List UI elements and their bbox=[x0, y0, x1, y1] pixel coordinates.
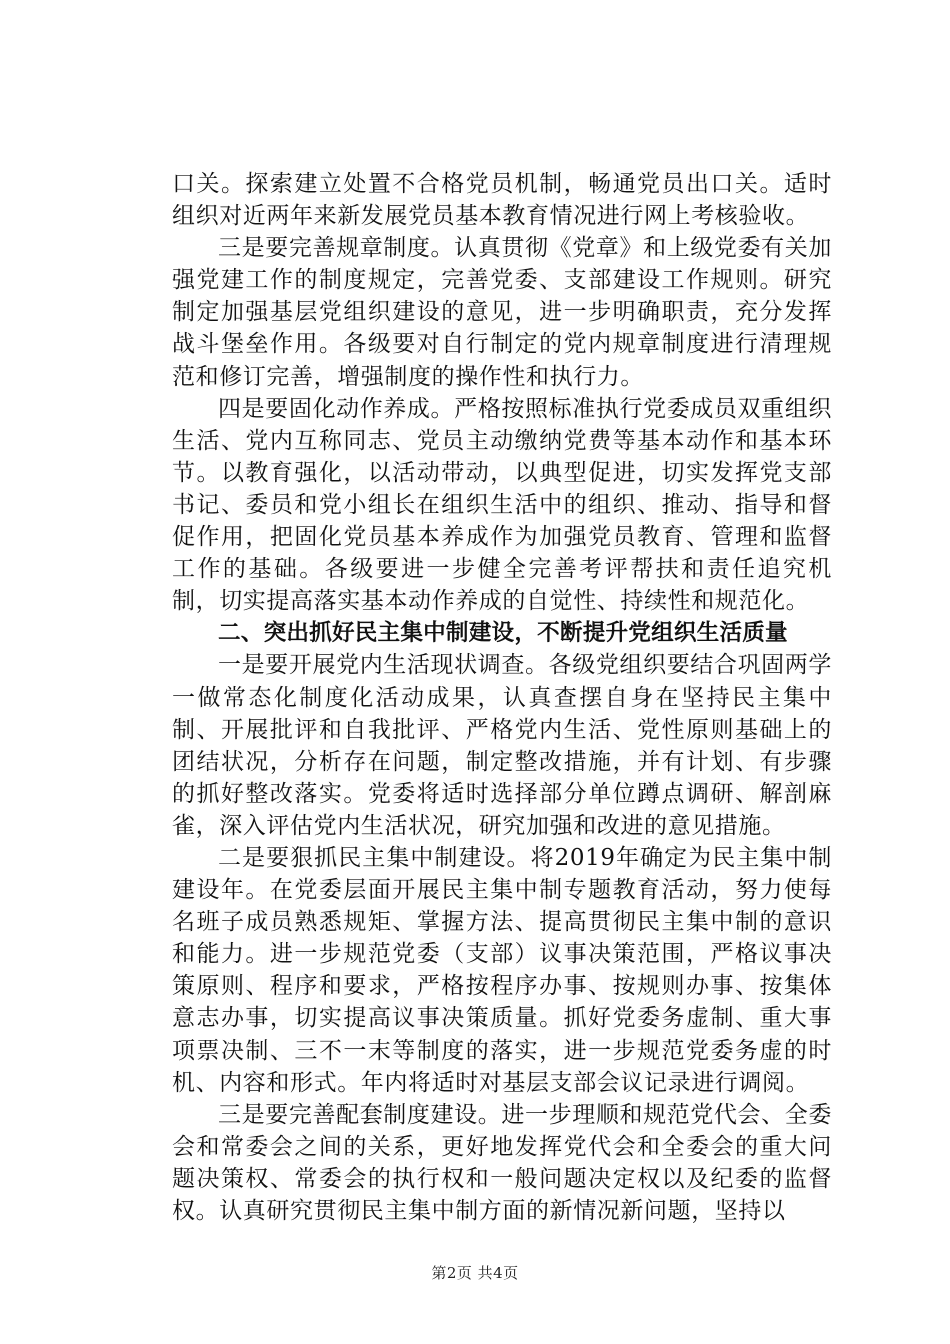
page-footer: 第2页 共4页 bbox=[431, 1264, 519, 1282]
document-body bbox=[172, 168, 832, 1227]
paragraph-actions: 四是要固化动作养成。严格按照标准执行党委成员双重组织生活、党内互称同志、党员主动缴纳党费等基本动作和基本环节。以教育强化，以活动带动，以典型促进，切实发挥党支部书记、委员和党小组长在组织生活中的组织、推动、指导和督促作用，把固化党员基本养成作为加强党员教育、管理和监督工作的基础。各级要进一步健全完善考评帮扶和责任追究机制，切实提高落实基本动作养成的自觉性、持续性和规范化。 bbox=[172, 395, 832, 615]
paragraph-survey: 一是要开展党内生活现状调查。各级党组织要结合巩固两学一做常态化制度化活动成果，认真查摆自身在坚持民主集中制、开展批评和自我批评、严格党内生活、党性原则基础上的团结状况，分析存在问题，制定整改措施，并有计划、有步骤的抓好整改落实。党委将适时选择部分单位蹲点调研、解剖麻雀，深入评估党内生活状况，研究加强和改进的意见措施。 bbox=[172, 652, 832, 839]
paragraph-regulations: 三是要完善规章制度。认真贯彻《党章》和上级党委有关加强党建工作的制度规定，完善党委、支部建设工作规则。研究制定加强基层党组织建设的意见，进一步明确职责，充分发挥战斗堡垒作用。各级要对自行制定的党内规章制度进行清理规范和修订完善，增强制度的操作性和执行力。 bbox=[172, 235, 832, 390]
paragraph-continued: 口关。探索建立处置不合格党员机制，畅通党员出口关。适时组织对近两年来新发展党员基本教育情况进行网上考核验收。 bbox=[172, 171, 832, 230]
paragraph-democratic-centralism: 二是要狠抓民主集中制建设。将2019年确定为民主集中制建设年。在党委层面开展民主集中制专题教育活动，努力使每名班子成员熟悉规矩、掌握方法、提高贯彻民主集中制的意识和能力。进一步规范党委（支部）议事决策范围，严格议事决策原则、程序和要求，严格按程序办事、按规则办事、按集体意志办事，切实提高议事决策质量。抓好党委务虚制、重大事项票决制、三不一末等制度的落实，进一步规范党委务虚的时机、内容和形式。年内将适时对基层支部会议记录进行调阅。 bbox=[172, 844, 832, 1096]
paragraph-supporting-system: 三是要完善配套制度建设。进一步理顺和规范党代会、全委会和常委会之间的关系，更好地发挥党代会和全委会的重大问题决策权、常委会的执行权和一般问题决定权以及纪委的监督权。认真研究贯彻民主集中制方面的新情况新问题，坚持以 bbox=[172, 1101, 832, 1224]
section-heading: 二、突出抓好民主集中制建设，不断提升党组织生活质量 bbox=[218, 620, 788, 647]
